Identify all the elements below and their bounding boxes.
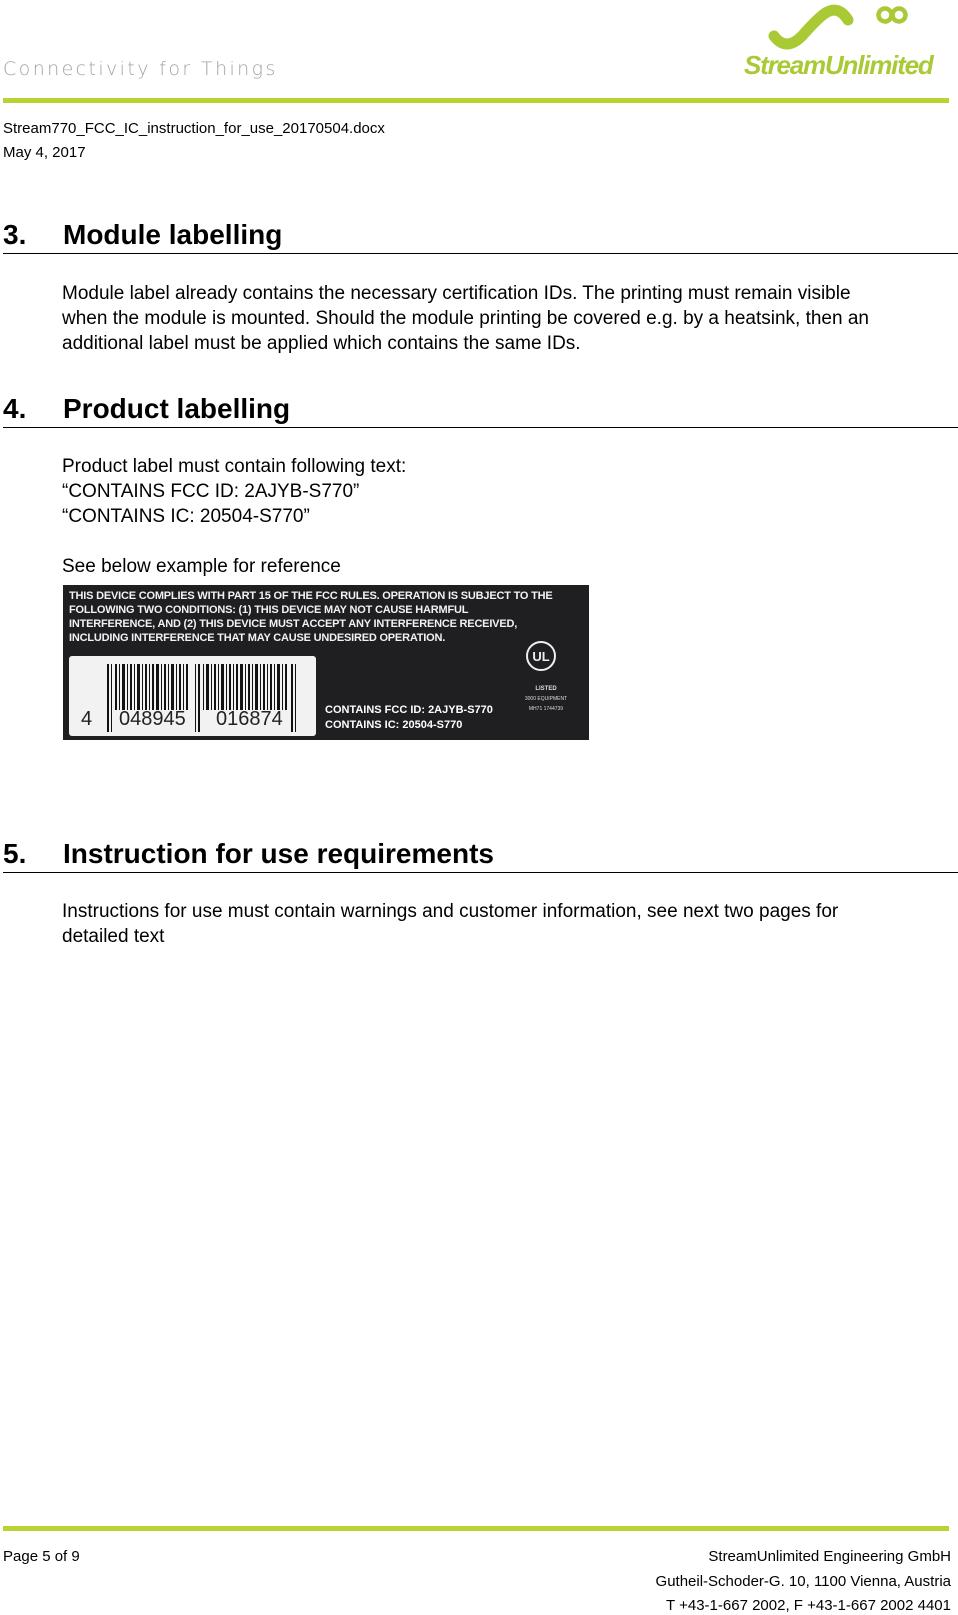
- document-filename: Stream770_FCC_IC_instruction_for_use_20170504.docx: [3, 120, 385, 137]
- section-number: 5.: [3, 838, 27, 869]
- header-tagline: Connectivity for Things: [3, 58, 278, 80]
- header-divider: [3, 98, 949, 103]
- compliance-line: INCLUDING INTERFERENCE THAT MAY CAUSE UNDESIRED OPERATION.: [69, 632, 446, 644]
- footer-contact: T +43-1-667 2002, F +43-1-667 2002 4401: [666, 1597, 951, 1614]
- section-5-rule: [3, 872, 958, 873]
- example-product-label-image: [63, 585, 589, 740]
- barcode-digit: 048945: [119, 708, 186, 730]
- paragraph-line: Module label already contains the necessary certification IDs. The printing must remain visible: [62, 283, 851, 304]
- paragraph-line: when the module is mounted. Should the module printing be covered e.g. by a heatsink, then an: [62, 308, 869, 329]
- footer-address: Gutheil-Schoder-G. 10, 1100 Vienna, Austria: [655, 1573, 951, 1590]
- paragraph-line: additional label must be applied which contains the same IDs.: [62, 333, 581, 354]
- page-number: Page 5 of 9: [3, 1548, 80, 1565]
- compliance-line: THIS DEVICE COMPLIES WITH PART 15 OF THE FCC RULES. OPERATION IS SUBJECT TO THE: [69, 590, 553, 602]
- paragraph-line: detailed text: [62, 926, 165, 947]
- ul-line: MH71 1744739: [528, 706, 564, 712]
- section-3-paragraph: [62, 281, 869, 356]
- section-title: Instruction for use requirements: [63, 838, 494, 869]
- label-compliance-text: [69, 589, 553, 645]
- section-4-heading: [3, 393, 290, 425]
- section-4-paragraph: [62, 454, 406, 579]
- paragraph-line: Instructions for use must contain warnings and customer information, see next two pages for: [62, 901, 839, 922]
- ul-mark-text: UL: [532, 649, 550, 664]
- section-number: 3.: [3, 219, 27, 250]
- footer-company: StreamUnlimited Engineering GmbH: [708, 1548, 951, 1565]
- streamunlimited-logo-icon: [768, 2, 946, 52]
- compliance-line: FOLLOWING TWO CONDITIONS: (1) THIS DEVICE MAY NOT CAUSE HARMFUL: [69, 604, 469, 616]
- barcode-digit: 016874: [216, 708, 283, 730]
- section-number: 4.: [3, 393, 27, 424]
- compliance-line: INTERFERENCE, AND (2) THIS DEVICE MUST ACCEPT ANY INTERFERENCE RECEIVED,: [69, 618, 518, 630]
- ul-listed: LISTED: [535, 686, 557, 692]
- section-3-heading: [3, 219, 282, 251]
- section-title: Module labelling: [63, 219, 283, 250]
- section-title: Product labelling: [63, 393, 291, 424]
- section-5-paragraph: [62, 899, 838, 949]
- ul-listing-text: [518, 684, 574, 714]
- section-4-rule: [3, 427, 958, 428]
- label-certification-ids: [325, 703, 493, 733]
- barcode: [69, 656, 316, 736]
- ic-line: CONTAINS IC: 20504-S770: [325, 719, 463, 731]
- paragraph-line: [62, 529, 406, 554]
- paragraph-line: See below example for reference: [62, 556, 341, 577]
- paragraph-line: “CONTAINS FCC ID: 2AJYB-S770”: [62, 481, 360, 502]
- document-date: May 4, 2017: [3, 144, 86, 161]
- section-5-heading: [3, 838, 494, 870]
- section-3-rule: [3, 253, 958, 254]
- ul-line: 3000 EQUIPMENT: [524, 696, 568, 702]
- paragraph-line: “CONTAINS IC: 20504-S770”: [62, 506, 310, 527]
- paragraph-line: Product label must contain following text:: [62, 456, 407, 477]
- footer-divider: [3, 1526, 949, 1531]
- ul-listed-icon: [525, 640, 557, 672]
- logo-wordmark: StreamUnlimited: [744, 50, 933, 80]
- barcode-digit: 4: [81, 708, 93, 730]
- fcc-id-line: CONTAINS FCC ID: 2AJYB-S770: [325, 704, 493, 716]
